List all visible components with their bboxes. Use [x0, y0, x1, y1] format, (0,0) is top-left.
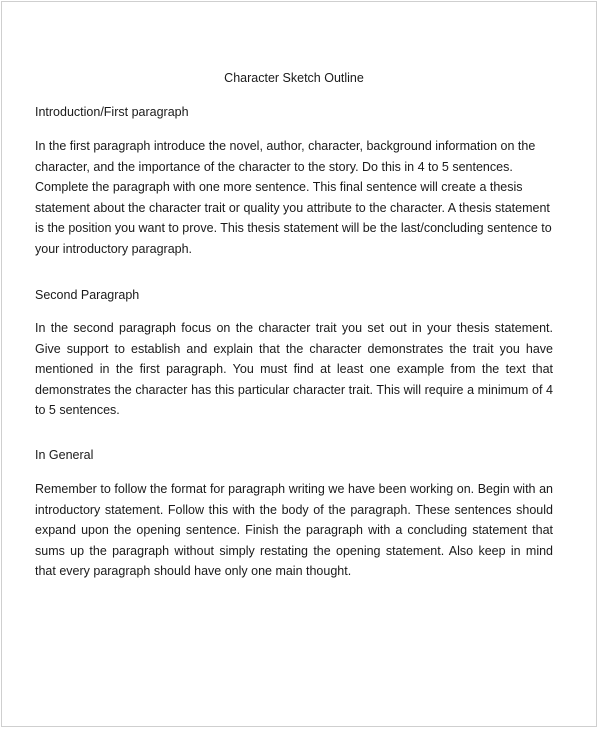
document-title: Character Sketch Outline	[224, 71, 364, 85]
section-heading-second-paragraph: Second Paragraph	[35, 288, 140, 302]
document-page	[1, 1, 597, 727]
section-body-second-paragraph: In the second paragraph focus on the character trait you set out in your thesis statement. Give support to establish and explain that the character demonstrates the trait you have mentioned in the first paragraph. You must find at least one example from the text that demonstrates the character has this particular character trait. This will require a minimum of 4 to 5 sentences.	[35, 321, 553, 417]
section-heading-introduction: Introduction/First paragraph	[35, 105, 189, 119]
section-body-in-general: Remember to follow the format for paragraph writing we have been working on. Begin with an introductory statement. Follow this with the body of the paragraph. These sentences should expand upon the opening sentence. Finish the paragraph with a concluding statement that sums up the paragraph without simply restating the opening statement. Also keep in mind that every paragraph should have only one main thought.	[35, 482, 553, 578]
section-heading-in-general: In General	[35, 448, 94, 462]
section-body-introduction: In the first paragraph introduce the novel, author, character, background information on the character, and the importance of the character to the story. Do this in 4 to 5 sentences. Complete the paragraph with one more sentence. This final sentence will create a thesis statement about the character trait or quality you attribute to the character. A thesis statement is the position you want to prove. This thesis statement will be the last/concluding sentence to your introductory paragraph.	[35, 139, 552, 256]
